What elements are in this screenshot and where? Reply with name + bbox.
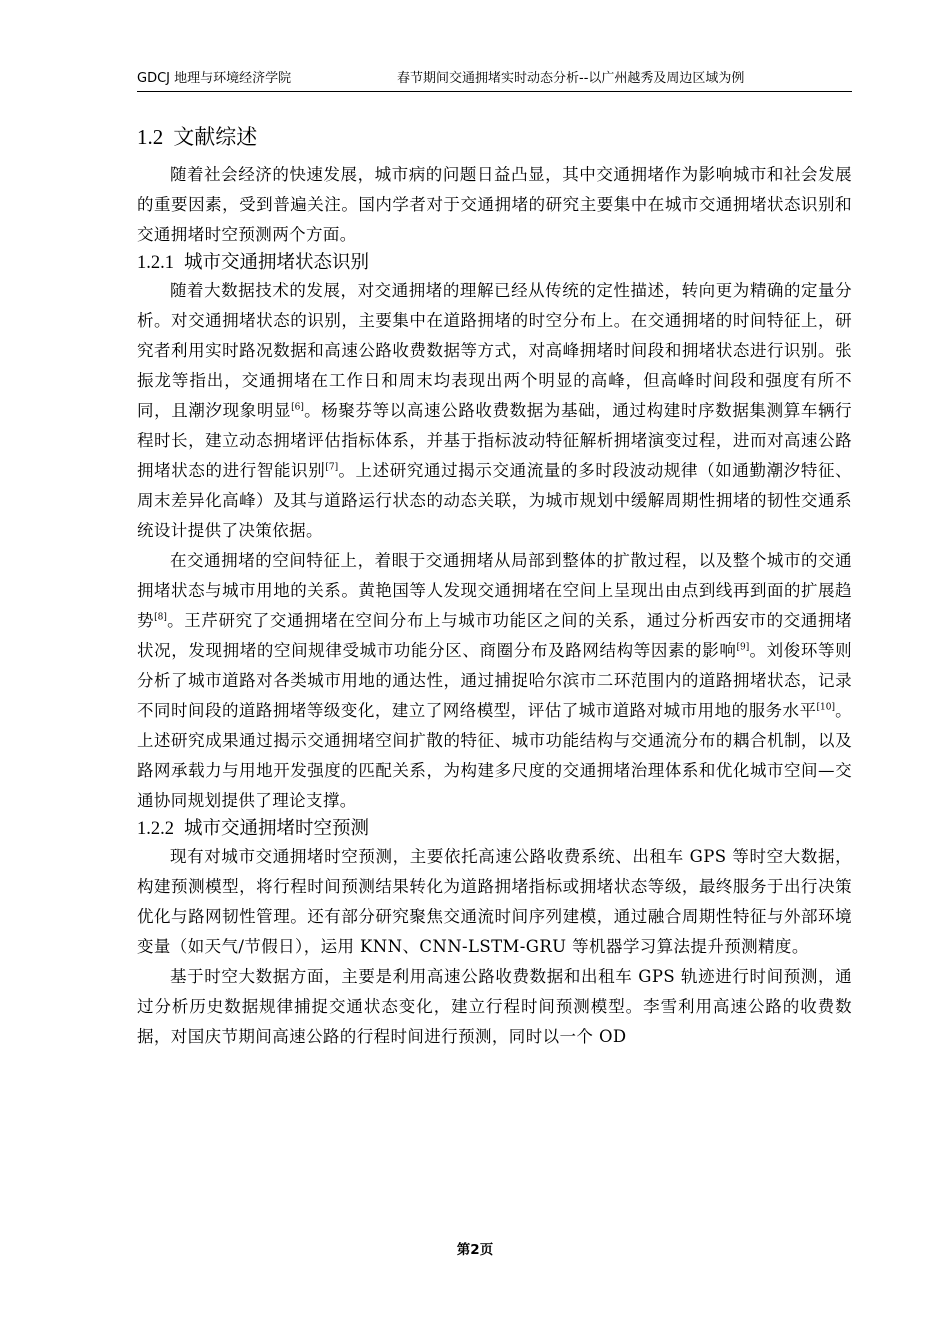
citation-7: [7]	[325, 462, 339, 473]
citation-8: [8]	[154, 612, 167, 623]
paragraph-spatial-features	[137, 546, 852, 816]
header-thesis-title: 春节期间交通拥堵实时动态分析--以广州越秀及周边区域为例	[397, 71, 745, 86]
page-number: 第2页	[456, 1242, 494, 1258]
subsection-heading-1	[137, 250, 852, 276]
subsection-title-2: 城市交通拥堵时空预测	[184, 818, 370, 839]
header-institution: GDCJ 地理与环境经济学院	[137, 71, 292, 86]
text-run: 。杨聚芬等以高速公路收费数据为基础，通过构建时序数据集测算车辆行程时长，建立动态拥堵评估指标体系，并基于指标波动特征解析拥堵演变过程，进而对高速公路拥堵状态的进行智能识别	[137, 401, 852, 480]
page-content	[137, 112, 852, 1052]
text-run: 随着大数据技术的发展，对交通拥堵的理解已经从传统的定性描述，转向更为精确的定量分析。对交通拥堵状态的识别，主要集中在道路拥堵的时空分布上。在交通拥堵的时间特征上，研究者利用实时路况数据和高速公路收费数据等方式，对高峰拥堵时间段和拥堵状态进行识别。张振龙等指出，交通拥堵在工作日和周末均表现出两个明显的高峰，但高峰时间段和强度有所不同，且潮汐现象明显	[137, 281, 852, 420]
subsection-number-2: 1.2.2	[137, 819, 174, 839]
citation-10: [10]	[816, 702, 836, 713]
section-intro-paragraph: 随着社会经济的快速发展，城市病的问题日益凸显，其中交通拥堵作为影响城市和社会发展的重要因素，受到普遍关注。国内学者对于交通拥堵的研究主要集中在城市交通拥堵状态识别和交通拥堵时空预测两个方面。	[137, 165, 852, 244]
paragraph-prediction-overview: 现有对城市交通拥堵时空预测，主要依托高速公路收费系统、出租车 GPS 等时空大数据，构建预测模型，将行程时间预测结果转化为道路拥堵指标或拥堵状态等级，最终服务于出行决策优化与路网韧性管理。还有部分研究聚焦交通流时间序列建模，通过融合周期性特征与外部环境变量（如天气/节假日），运用 KNN、CNN-LSTM-GRU 等机器学习算法提升预测精度。	[137, 847, 852, 956]
text-run: 。刘俊环等则分析了城市道路对各类城市用地的通达性，通过捕捉哈尔滨市二环范围内的道路拥堵状态，记录不同时间段的道路拥堵等级变化，建立了网络模型，评估了城市道路对城市用地的服务水平	[137, 641, 853, 720]
section-number: 1.2	[137, 125, 164, 149]
section-title: 文献综述	[173, 125, 258, 149]
section-heading	[137, 120, 852, 154]
text-run: 在交通拥堵的空间特征上，着眼于交通拥堵从局部到整体的扩散过程，以及整个城市的交通拥堵状态与城市用地的关系。黄艳国等人发现交通拥堵在空间上呈现出由点到线再到面的扩展趋势	[137, 551, 852, 630]
citation-9: [9]	[736, 642, 750, 653]
paragraph-temporal-features	[137, 276, 852, 546]
paragraph-spatiotemporal-bigdata: 基于时空大数据方面，主要是利用高速公路收费数据和出租车 GPS 轨迹进行时间预测，通过分析历史数据规律捕捉交通状态变化，建立行程时间预测模型。李雪利用高速公路的收费数据，对国庆节期间高速公路的行程时间进行预测，同时以一个 OD	[137, 967, 852, 1046]
text-run: 。上述研究通过揭示交通流量的多时段波动规律（如通勤潮汐特征、周末差异化高峰）及其与道路运行状态的动态关联，为城市规划中缓解周期性拥堵的韧性交通系统设计提供了决策依据。	[137, 461, 853, 540]
citation-6: [6]	[291, 402, 304, 413]
subsection-title-1: 城市交通拥堵状态识别	[184, 252, 370, 273]
running-header	[137, 69, 852, 92]
subsection-number-1: 1.2.1	[137, 253, 174, 273]
text-run: 。王芹研究了交通拥堵在空间分布上与城市功能区之间的关系，通过分析西安市的交通拥堵状况，发现拥堵的空间规律受城市功能分区、商圈分布及路网结构等因素的影响	[137, 611, 853, 660]
text-run: 。上述研究成果通过揭示交通拥堵空间扩散的特征、城市功能结构与交通流分布的耦合机制，以及路网承载力与用地开发强度的匹配关系，为构建多尺度的交通拥堵治理体系和优化城市空间—交通协同规划提供了理论支撑。	[137, 701, 853, 810]
subsection-heading-2	[137, 816, 852, 842]
